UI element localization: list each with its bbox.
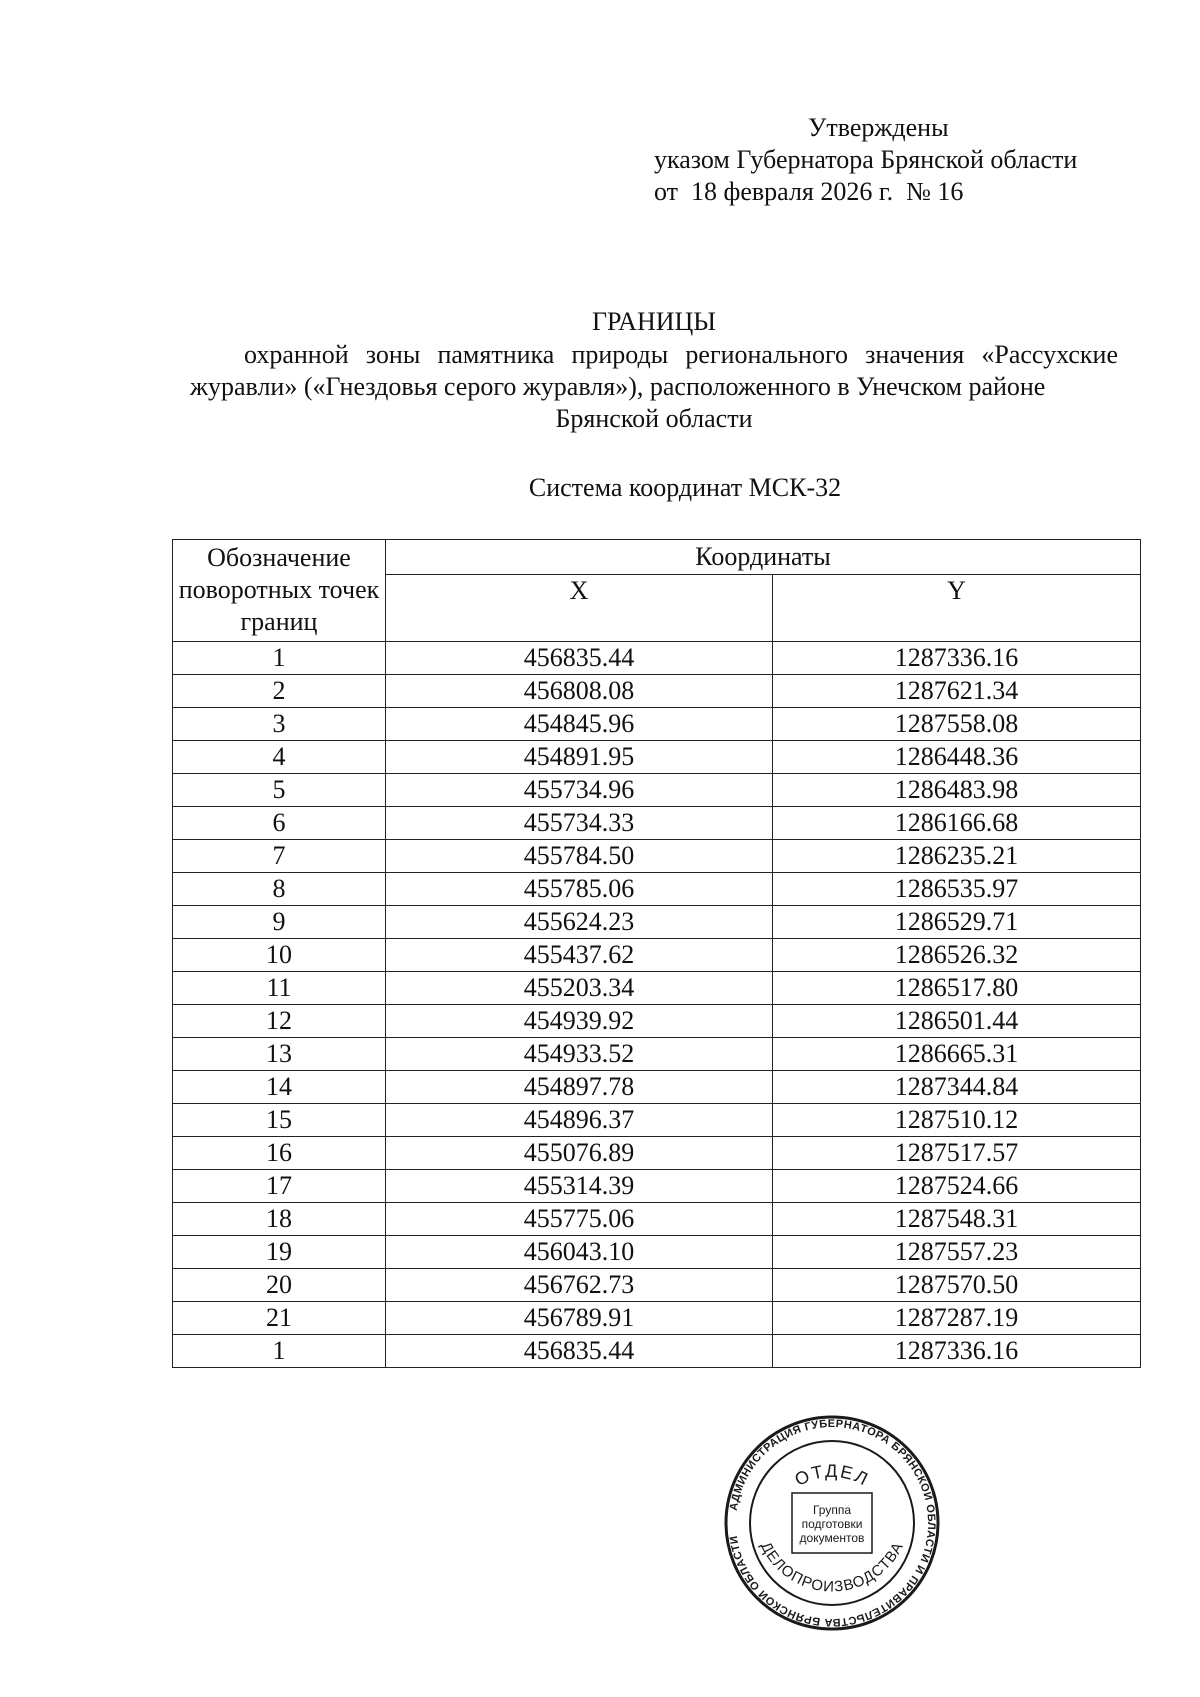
point-cell: 19: [173, 1236, 386, 1269]
y-cell: 1286517.80: [773, 972, 1141, 1005]
y-cell: 1286501.44: [773, 1005, 1141, 1038]
approval-line-date-number: от 18 февраля 2026 г. № 16: [654, 177, 964, 206]
coordinates-table: [172, 539, 1141, 1368]
x-cell: 455734.33: [386, 807, 773, 840]
table-row: [173, 807, 1141, 840]
header-x: X: [386, 575, 773, 642]
point-cell: 15: [173, 1104, 386, 1137]
table-row: [173, 1038, 1141, 1071]
table-row: [173, 1104, 1141, 1137]
table-row: [173, 1005, 1141, 1038]
x-cell: 455785.06: [386, 873, 773, 906]
point-cell: 13: [173, 1038, 386, 1071]
x-cell: 455784.50: [386, 840, 773, 873]
point-cell: 1: [173, 1335, 386, 1368]
y-cell: 1286483.98: [773, 774, 1141, 807]
x-cell: 456808.08: [386, 675, 773, 708]
table-row: [173, 1236, 1141, 1269]
point-cell: 9: [173, 906, 386, 939]
y-cell: 1287621.34: [773, 675, 1141, 708]
stamp-bottom-word: ДЕЛОПРОИЗВОДСТВА: [756, 1538, 908, 1596]
table-row: [173, 675, 1141, 708]
x-cell: 456835.44: [386, 1335, 773, 1368]
x-cell: 455314.39: [386, 1170, 773, 1203]
y-cell: 1287510.12: [773, 1104, 1141, 1137]
svg-text:ОТДЕЛ: [792, 1461, 873, 1490]
header-y: Y: [773, 575, 1141, 642]
point-cell: 5: [173, 774, 386, 807]
point-cell: 16: [173, 1137, 386, 1170]
table-row: [173, 906, 1141, 939]
table-row: [173, 972, 1141, 1005]
y-cell: 1287336.16: [773, 642, 1141, 675]
approval-line-decree: указом Губернатора Брянской области: [654, 145, 1078, 174]
point-cell: 20: [173, 1269, 386, 1302]
approval-block: [654, 112, 1077, 208]
coordinate-system-label: Система координат МСК-32: [528, 473, 842, 502]
document-title: ГРАНИЦЫ: [592, 307, 716, 336]
y-cell: 1287517.57: [773, 1137, 1141, 1170]
y-cell: 1287557.23: [773, 1236, 1141, 1269]
point-cell: 6: [173, 807, 386, 840]
x-cell: 455775.06: [386, 1203, 773, 1236]
table-row: [173, 1269, 1141, 1302]
header-point-designation: Обозначение поворотных точек границ: [173, 540, 386, 642]
y-cell: 1287548.31: [773, 1203, 1141, 1236]
y-cell: 1287287.19: [773, 1302, 1141, 1335]
office-seal-stamp: [722, 1413, 942, 1633]
y-cell: 1286448.36: [773, 741, 1141, 774]
y-cell: 1287570.50: [773, 1269, 1141, 1302]
y-cell: 1286235.21: [773, 840, 1141, 873]
x-cell: 456043.10: [386, 1236, 773, 1269]
table-row: [173, 1302, 1141, 1335]
point-cell: 10: [173, 939, 386, 972]
header-coordinates: Координаты: [386, 540, 1141, 575]
point-cell: 2: [173, 675, 386, 708]
coordinates-table-body: [173, 642, 1141, 1368]
table-header-row: [173, 540, 1141, 575]
point-cell: 12: [173, 1005, 386, 1038]
y-cell: 1286526.32: [773, 939, 1141, 972]
point-cell: 14: [173, 1071, 386, 1104]
point-cell: 1: [173, 642, 386, 675]
y-cell: 1286529.71: [773, 906, 1141, 939]
document-subtitle: [190, 339, 1118, 435]
y-cell: 1286535.97: [773, 873, 1141, 906]
table-row: [173, 1335, 1141, 1368]
x-cell: 455624.23: [386, 906, 773, 939]
x-cell: 455734.96: [386, 774, 773, 807]
point-cell: 8: [173, 873, 386, 906]
table-row: [173, 1071, 1141, 1104]
subtitle-main-text: охранной зоны памятника природы регионального значения «Рассухские журавли» («Гнездовья серого журавля»), расположенного в Унечском районе: [190, 340, 1118, 401]
table-row: [173, 840, 1141, 873]
x-cell: 454896.37: [386, 1104, 773, 1137]
subtitle-last-line: Брянской области: [555, 404, 753, 433]
x-cell: 455203.34: [386, 972, 773, 1005]
y-cell: 1287524.66: [773, 1170, 1141, 1203]
table-row: [173, 774, 1141, 807]
y-cell: 1287336.16: [773, 1335, 1141, 1368]
stamp-top-word: ОТДЕЛ: [791, 1460, 873, 1490]
y-cell: 1287558.08: [773, 708, 1141, 741]
x-cell: 454939.92: [386, 1005, 773, 1038]
table-row: [173, 708, 1141, 741]
x-cell: 456835.44: [386, 642, 773, 675]
stamp-center-line-2: подготовки: [801, 1517, 863, 1531]
x-cell: 454845.96: [386, 708, 773, 741]
table-row: [173, 741, 1141, 774]
x-cell: 454933.52: [386, 1038, 773, 1071]
point-cell: 21: [173, 1302, 386, 1335]
point-cell: 17: [173, 1170, 386, 1203]
point-cell: 18: [173, 1203, 386, 1236]
x-cell: 455437.62: [386, 939, 773, 972]
x-cell: 455076.89: [386, 1137, 773, 1170]
stamp-outer-text: АДМИНИСТРАЦИЯ ГУБЕРНАТОРА БРЯНСКОЙ ОБЛАСТИ И ПРАВИТЕЛЬСТВА БРЯНСКОЙ ОБЛАСТИ: [727, 1417, 938, 1629]
table-row: [173, 939, 1141, 972]
table-row: [173, 1137, 1141, 1170]
table-row: [173, 873, 1141, 906]
table-row: [173, 1170, 1141, 1203]
table-row: [173, 1203, 1141, 1236]
point-cell: 11: [173, 972, 386, 1005]
x-cell: 456762.73: [386, 1269, 773, 1302]
y-cell: 1286665.31: [773, 1038, 1141, 1071]
x-cell: 454891.95: [386, 741, 773, 774]
y-cell: 1286166.68: [773, 807, 1141, 840]
point-cell: 4: [173, 741, 386, 774]
point-cell: 3: [173, 708, 386, 741]
stamp-center-line-1: Группа: [812, 1503, 852, 1517]
y-cell: 1287344.84: [773, 1071, 1141, 1104]
x-cell: 454897.78: [386, 1071, 773, 1104]
point-cell: 7: [173, 840, 386, 873]
approval-line-approved: Утверждены: [808, 113, 949, 142]
table-row: [173, 642, 1141, 675]
x-cell: 456789.91: [386, 1302, 773, 1335]
stamp-center-line-3: документов: [799, 1531, 865, 1545]
